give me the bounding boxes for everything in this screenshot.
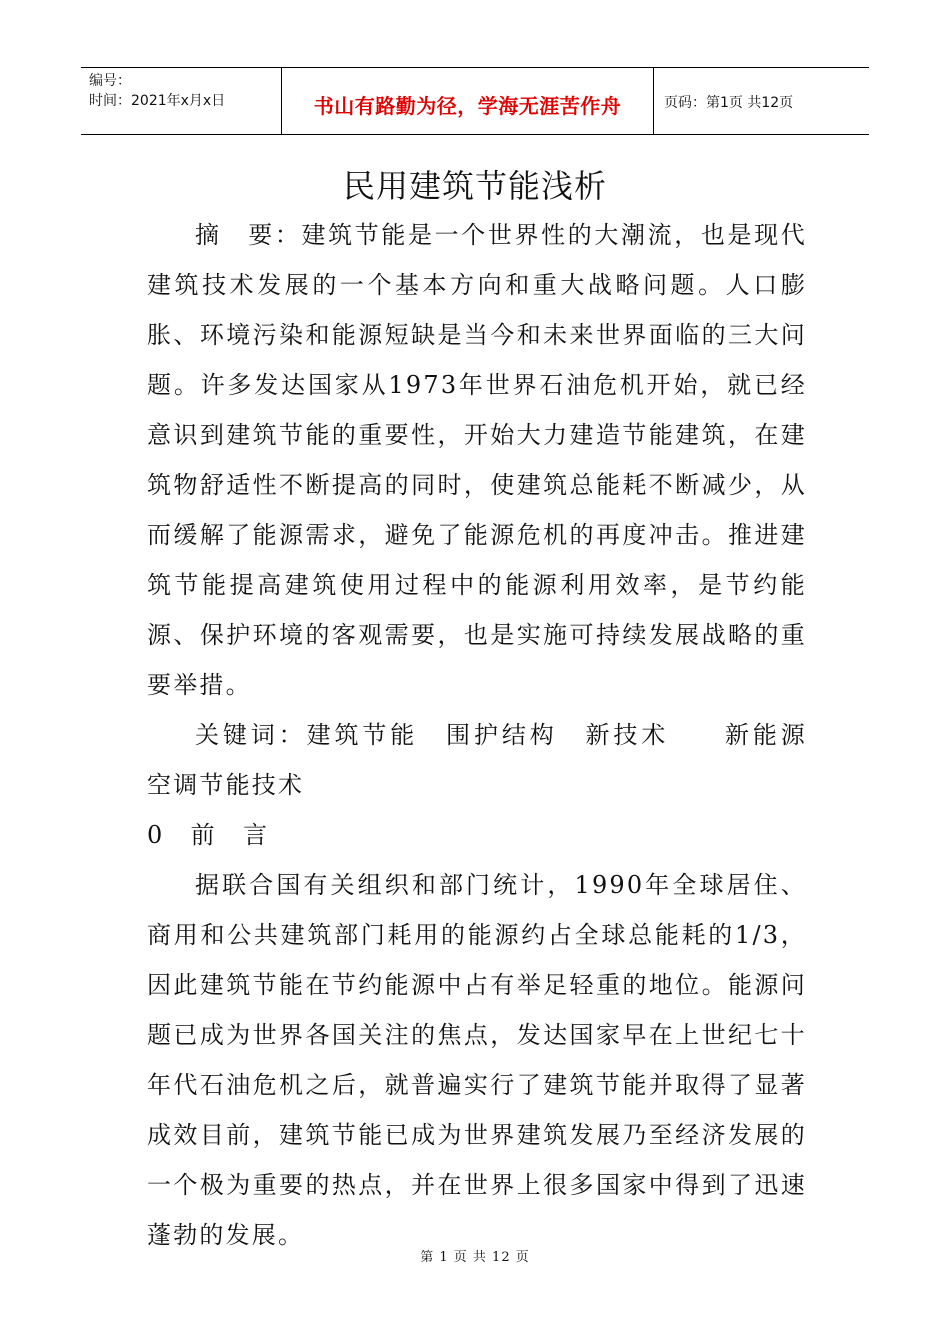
header-page-cell <box>654 68 869 134</box>
header-meta-cell <box>81 68 281 134</box>
header-page-info: 页码：第1页 共12页 <box>664 95 794 111</box>
abstract-paragraph: 摘 要：建筑节能是一个世界性的大潮流，也是现代建筑技术发展的一个基本方向和重大战略问题。人口膨胀、环境污染和能源短缺是当今和未来世界面临的三大问题。许多发达国家从1973年世界石油危机开始，就已经意识到建筑节能的重要性，开始大力建造节能建筑，在建筑物舒适性不断提高的同时，使建筑总能耗不断减少，从而缓解了能源需求，避免了能源危机的再度冲击。推进建筑节能提高建筑使用过程中的能源利用效率，是节约能源、保护环境的客观需要，也是实施可持续发展战略的重要举措。 <box>147 221 807 699</box>
document-body <box>147 210 834 1260</box>
document-date: 时间：2021年x月x日 <box>89 93 226 109</box>
keywords-paragraph: 关键词：建筑节能 围护结构 新技术 新能源 空调节能技术 <box>147 721 834 799</box>
page-footer: 第 1 页 共 12 页 <box>420 1250 530 1265</box>
motto-text: 书山有路勤为径，学海无涯苦作舟 <box>313 93 622 118</box>
header-table <box>81 67 869 135</box>
intro-paragraph: 据联合国有关组织和部门统计，1990年全球居住、商用和公共建筑部门耗用的能源约占全球总能耗的1/3，因此建筑节能在节约能源中占有举足轻重的地位。能源问题已成为世界各国关注的焦点，发达国家早在上世纪七十年代石油危机之后，就普遍实行了建筑节能并取得了显著成效目前，建筑节能已成为世界建筑发展乃至经济发展的一个极为重要的热点，并在世界上很多国家中得到了迅速蓬勃的发展。 <box>147 871 807 1249</box>
document-title: 民用建筑节能浅析 <box>342 167 607 205</box>
header-motto-cell <box>281 68 654 134</box>
document-number-label: 编号： <box>89 73 131 89</box>
section-heading-preface: 0 前 言 <box>147 821 270 849</box>
